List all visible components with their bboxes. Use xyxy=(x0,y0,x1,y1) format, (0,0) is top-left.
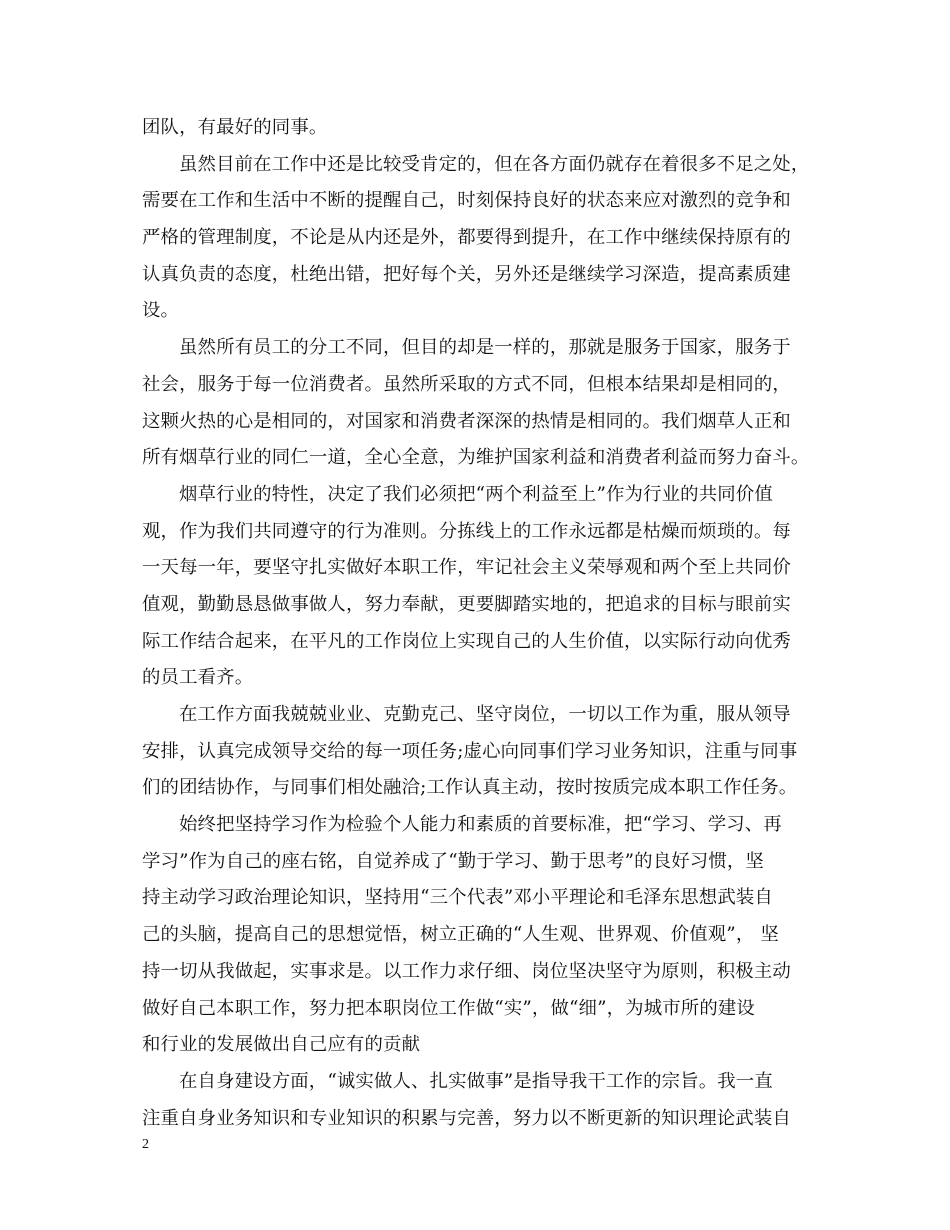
text-line: 严格的管理制度，不论是从内还是外，都要得到提升，在工作中继续保持原有的 xyxy=(142,227,791,249)
text-line: 值观，勤勤恳恳做事做人，努力奉献，更要脚踏实地的，把追求的目标与眼前实 xyxy=(142,593,791,615)
text-line: 学习”作为自己的座右铭，自觉养成了“勤于学习、勤于思考”的良好习惯，坚 xyxy=(142,850,764,872)
text-line: 注重自身业务知识和专业知识的积累与完善，努力以不断更新的知识理论武装自 xyxy=(142,1107,791,1129)
text-line: 需要在工作和生活中不断的提醒自己，时刻保持良好的状态来应对激烈的竞争和 xyxy=(142,190,791,212)
text-line: 持主动学习政治理论知识，坚持用“三个代表”邓小平理论和毛泽东思想武装自 xyxy=(142,887,773,909)
text-line: 团队，有最好的同事。 xyxy=(142,117,328,138)
text-line: 设。 xyxy=(142,300,180,322)
text-line: 所有烟草行业的同仁一道，全心全意，为维护国家利益和消费者利益而努力奋斗。 xyxy=(142,447,810,469)
text-line: 安排，认真完成领导交给的每一项任务;虚心向同事们学习业务知识，注重与同事 xyxy=(142,740,798,762)
text-line: 和行业的发展做出自己应有的贡献 xyxy=(142,1034,421,1056)
paragraph-start-line: 在自身建设方面，“诚实做人、扎实做事”是指导我干工作的宗旨。我一直 xyxy=(179,1070,773,1092)
text-line: 一天每一年，要坚守扎实做好本职工作，牢记社会主义荣辱观和两个至上共同价 xyxy=(142,557,791,579)
text-line: 社会，服务于每一位消费者。虽然所采取的方式不同，但根本结果却是相同的， xyxy=(142,373,791,395)
text-line: 的员工看齐。 xyxy=(142,667,254,689)
text-line: 持一切从我做起，实事求是。以工作力求仔细、岗位坚决坚守为原则，积极主动 xyxy=(142,960,791,982)
paragraph-start-line: 在工作方面我兢兢业业、克勤克己、坚守岗位，一切以工作为重，服从领导 xyxy=(179,704,791,725)
text-line: 做好自己本职工作，努力把本职岗位工作做“实”，做“细”，为城市所的建设 xyxy=(142,997,755,1019)
text-line: 这颗火热的心是相同的，对国家和消费者深深的热情是相同的。我们烟草人正和 xyxy=(142,410,791,432)
page-number: 2 xyxy=(142,1137,149,1152)
text-line: 际工作结合起来，在平凡的工作岗位上实现自己的人生价值，以实际行动向优秀 xyxy=(142,630,791,652)
paragraph-start-line: 虽然所有员工的分工不同，但目的却是一样的，那就是服务于国家，服务于 xyxy=(179,337,791,359)
text-line: 己的头脑，提高自己的思想觉悟，树立正确的“人生观、世界观、价值观”， 坚 xyxy=(142,924,779,946)
document-body xyxy=(142,110,822,1137)
paragraph-start-line: 始终把坚持学习作为检验个人能力和素质的首要标准，把“学习、学习、再 xyxy=(179,814,782,836)
paragraph-start-line: 烟草行业的特性，决定了我们必须把“两个利益至上”作为行业的共同价值 xyxy=(179,483,773,505)
text-line: 观，作为我们共同遵守的行为准则。分拣线上的工作永远都是枯燥而烦琐的。每 xyxy=(142,520,791,542)
paragraph-start-line: 虽然目前在工作中还是比较受肯定的，但在各方面仍就存在着很多不足之处， xyxy=(179,153,810,175)
text-line: 认真负责的态度，杜绝出错，把好每个关，另外还是继续学习深造，提高素质建 xyxy=(142,263,791,285)
text-line: 们的团结协作，与同事们相处融洽;工作认真主动，按时按质完成本职工作任务。 xyxy=(142,777,798,799)
